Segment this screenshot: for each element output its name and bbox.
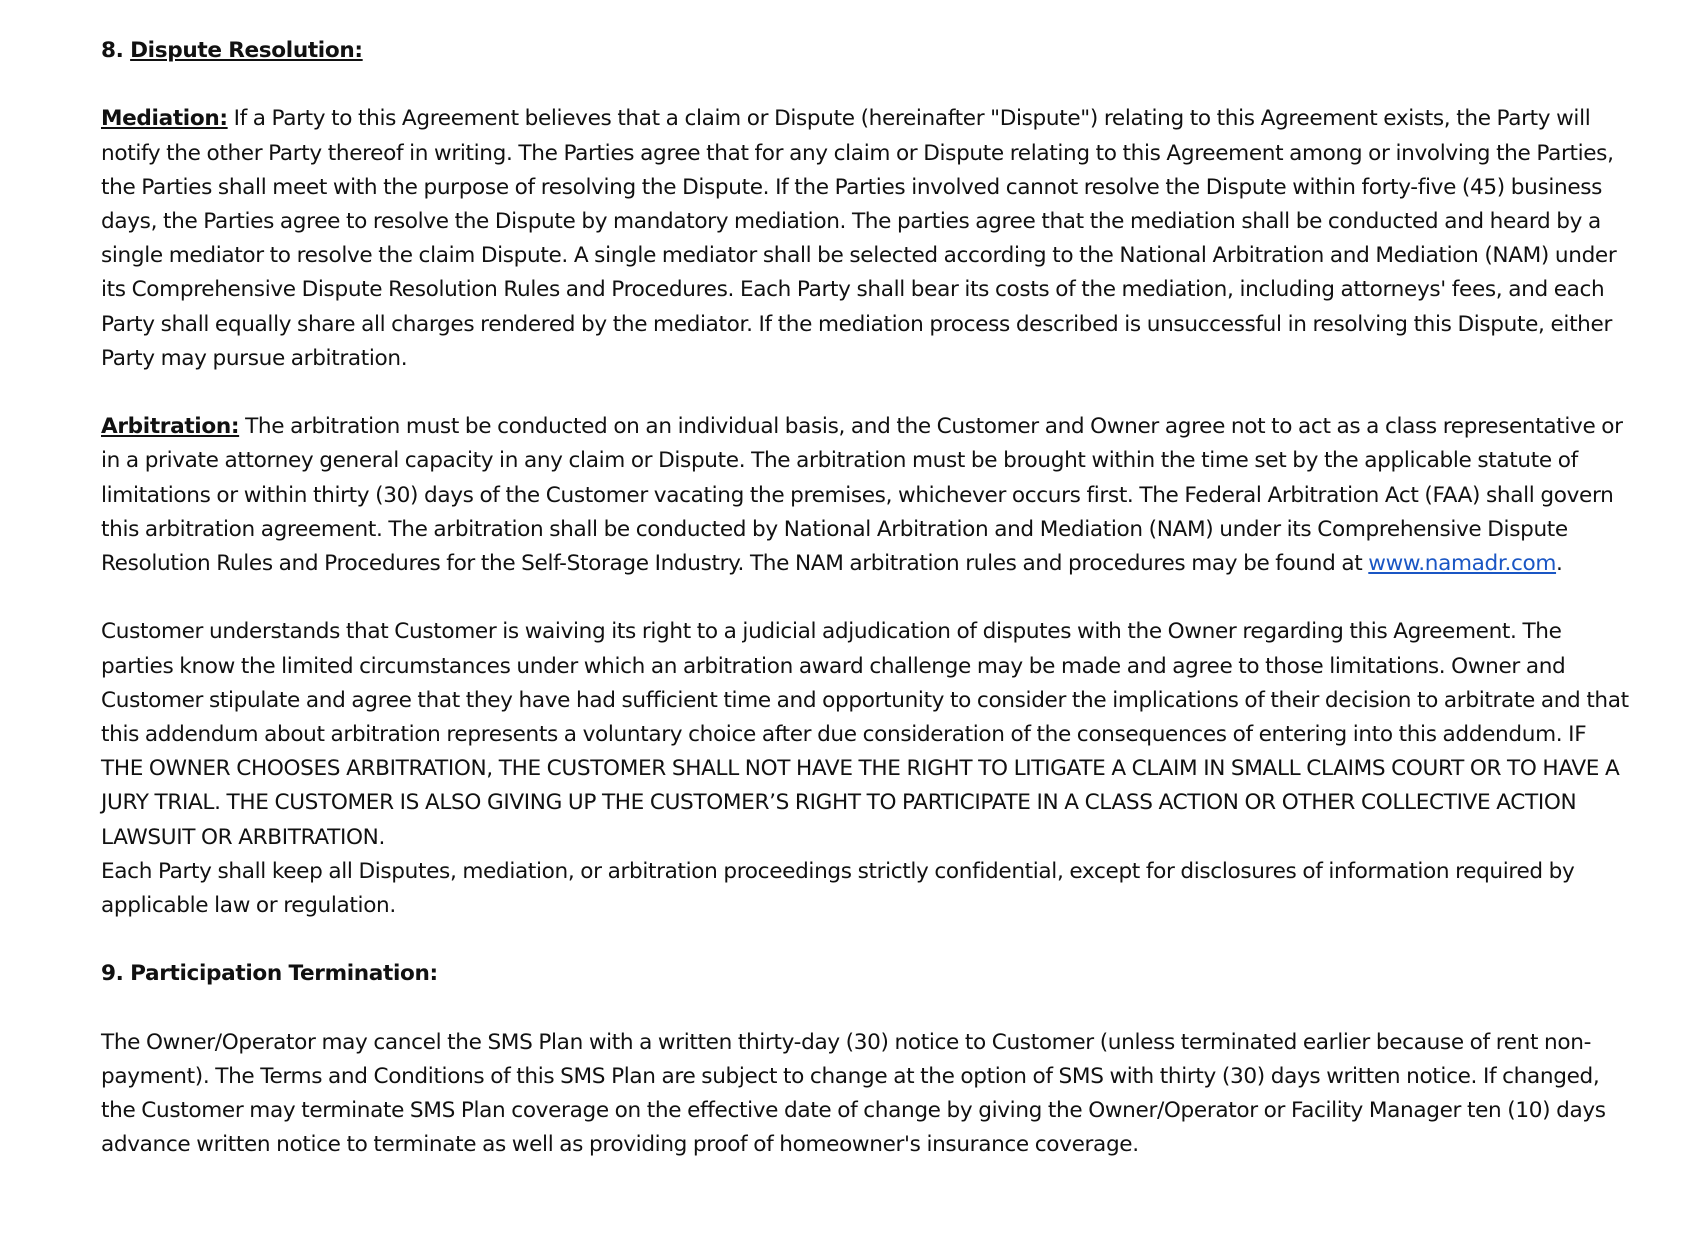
spacer	[101, 923, 1631, 957]
mediation-paragraph	[101, 102, 1631, 376]
mediation-label: Mediation:	[101, 106, 228, 132]
spacer	[101, 68, 1631, 102]
section-9-heading: 9. Participation Termination:	[101, 961, 438, 987]
waiver-paragraph: Customer understands that Customer is waiving its right to a judicial adjudication of disputes with the Owner regarding this Agreement. The parties know the limited circumstances under which an arbitration award challenge may be made and agree to those limitations. Owner and Customer stipulate and agree that they have had sufficient time and opportunity to consider the implications of their decision to arbitrate and that this addendum about arbitration represents a voluntary choice after due consideration of the consequences of entering into this addendum. IF THE OWNER CHOOSES ARBITRATION, THE CUSTOMER SHALL NOT HAVE THE RIGHT TO LITIGATE A CLAIM IN SMALL CLAIMS COURT OR TO HAVE A JURY TRIAL. THE CUSTOMER IS ALSO GIVING UP THE CUSTOMER’S RIGHT TO PARTICIPATE IN A CLASS ACTION OR OTHER COLLECTIVE ACTION LAWSUIT OR ARBITRATION.	[101, 619, 1629, 850]
document-page	[101, 34, 1631, 1163]
arbitration-label: Arbitration:	[101, 414, 240, 440]
spacer	[101, 992, 1631, 1026]
arbitration-period: .	[1556, 551, 1563, 577]
arbitration-paragraph	[101, 410, 1631, 581]
section-8-heading	[101, 34, 1631, 68]
spacer	[101, 581, 1631, 615]
namadr-link[interactable]: www.namadr.com	[1368, 551, 1557, 577]
mediation-text: If a Party to this Agreement believes that a claim or Dispute (hereinafter "Dispute") relating to this Agreement exists, the Party will notify the other Party thereof in writing. The Parties agree that for any claim or Dispute relating to this Agreement among or involving the Parties, the Parties shall meet with the purpose of resolving the Dispute. If the Parties involved cannot resolve the Dispute within forty-five (45) business days, the Parties agree to resolve the Dispute by mandatory mediation. The parties agree that the mediation shall be conducted and heard by a single mediator to resolve the claim Dispute. A single mediator shall be selected according to the National Arbitration and Mediation (NAM) under its Comprehensive Dispute Resolution Rules and Procedures. Each Party shall bear its costs of the mediation, including attorneys' fees, and each Party shall equally share all charges rendered by the mediator. If the mediation process described is unsuccessful in resolving this Dispute, either Party may pursue arbitration.	[101, 106, 1617, 371]
section-8-number: 8.	[101, 38, 124, 63]
section-8-title: Dispute Resolution:	[130, 38, 363, 63]
termination-paragraph: The Owner/Operator may cancel the SMS Plan with a written thirty-day (30) notice to Customer (unless terminated earlier because of rent non-payment). The Terms and Conditions of this SMS Plan are subject to change at the option of SMS with thirty (30) days written notice. If changed, the Customer may terminate SMS Plan coverage on the effective date of change by giving the Owner/Operator or Facility Manager ten (10) days advance written notice to terminate as well as providing proof of homeowner's insurance coverage.	[101, 1029, 1606, 1158]
arbitration-text: The arbitration must be conducted on an individual basis, and the Customer and Owner agree not to act as a class representative or in a private attorney general capacity in any claim or Dispute. The arbitration must be brought within the time set by the applicable statute of limitations or within thirty (30) days of the Customer vacating the premises, whichever occurs first. The Federal Arbitration Act (FAA) shall govern this arbitration agreement. The arbitration shall be conducted by National Arbitration and Mediation (NAM) under its Comprehensive Dispute Resolution Rules and Procedures for the Self-Storage Industry. The NAM arbitration rules and procedures may be found at	[101, 414, 1623, 577]
confidentiality-paragraph: Each Party shall keep all Disputes, mediation, or arbitration proceedings strictly confidential, except for disclosures of information required by applicable law or regulation.	[101, 858, 1575, 919]
spacer	[101, 376, 1631, 410]
